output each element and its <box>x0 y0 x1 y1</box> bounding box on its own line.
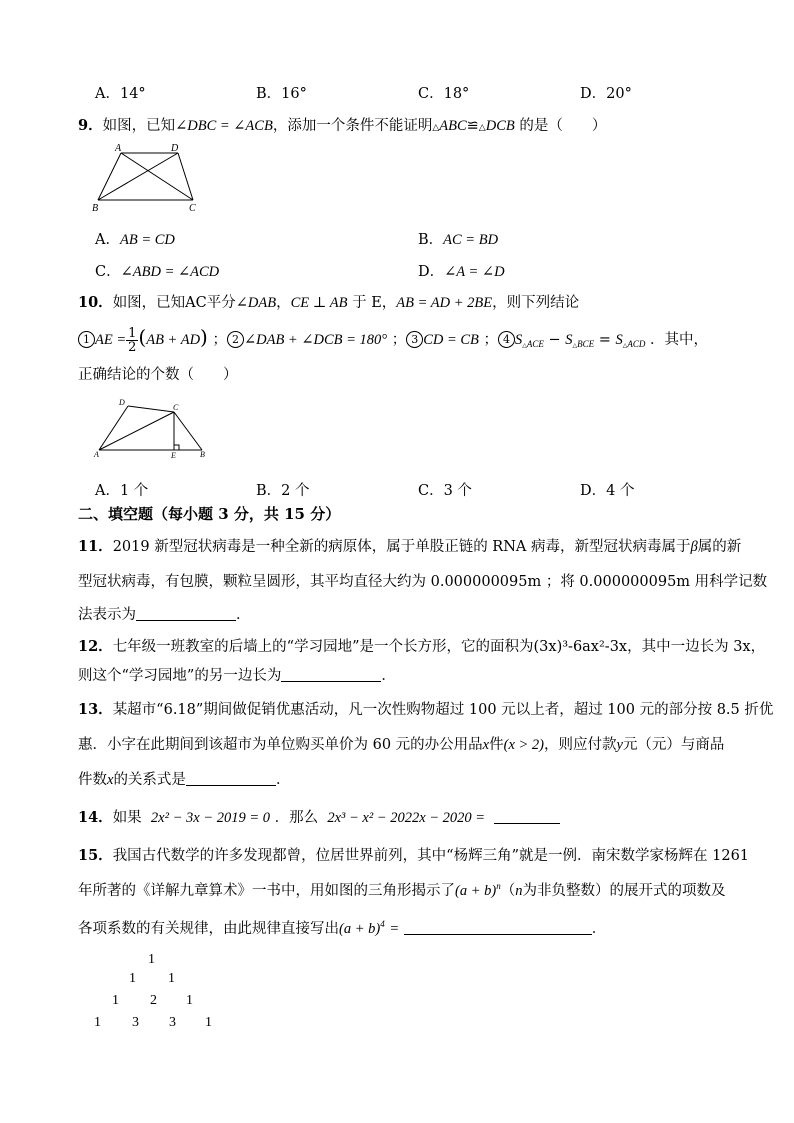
label-a: A <box>115 143 122 154</box>
question-13-line2: 惠．小字在此期间到该超市为单位购买单价为 60 元的办公用品x件(x > 2)，则应付款y元（元）与商品 <box>78 737 725 753</box>
question-10-stem-line3: 正确结论的个数（ ） <box>78 367 238 383</box>
question-number: 9． <box>78 117 103 134</box>
question-9-stem: 9．如图，已知∠DBC = ∠ACB，添加一个条件不能证明△ABC≌△DCB 的是（ ） <box>78 117 607 134</box>
q9-option-b: B．AC = BD <box>418 232 499 248</box>
question-11-line2: 型冠状病毒，有包膜，颗粒呈圆形，其平均直径大约为 0.000000095m ；将 0.000000095m 用科学记数 <box>78 574 768 590</box>
q8-option-c: C．18° <box>418 86 470 102</box>
label-d: D <box>119 398 125 407</box>
triangle-number: 3 <box>169 1015 176 1030</box>
segment-dc <box>128 406 174 412</box>
segment-ac <box>121 153 193 200</box>
triangle-number: 1 <box>94 1015 101 1030</box>
q8-option-b: B．16° <box>256 86 307 102</box>
triangle-number: 1 <box>168 971 175 986</box>
question-number: 11． <box>78 538 113 555</box>
q9-option-a: A．AB = CD <box>95 232 175 248</box>
label-b: B <box>200 450 205 459</box>
q10-option-c: C．3 个 <box>418 483 472 499</box>
label-c: C <box>189 203 196 214</box>
triangle-number: 3 <box>132 1015 139 1030</box>
question-13-line3: 件数x的关系式是 ． <box>78 772 291 788</box>
question-15-line3: 各项系数的有关规律，由此规律直接写出$(a + b)^4$ = ． <box>78 919 607 937</box>
segment-ad <box>99 406 128 450</box>
label-b: B <box>92 203 99 214</box>
question-number: 14． <box>78 809 113 826</box>
q10-option-d: D．4 个 <box>580 483 635 499</box>
triangle-number: 2 <box>150 993 157 1008</box>
question-11-line3: 法表示为 ． <box>78 607 251 623</box>
label-c: C <box>173 403 179 412</box>
question-15-line1: 15．我国古代数学的许多发现都曾，位居世界前列，其中“杨辉三角”就是一例．南宋数学家杨辉在 1261 <box>78 847 750 864</box>
question-11-line1: 11．2019 新型冠状病毒是一种全新的病原体，属于单股正链的 RNA 病毒，新型冠状病毒属于β属的新 <box>78 538 742 555</box>
question-13-line1: 13．某超市“6.18”期间做促销优惠活动，凡一次性购物超过 100 元以上者，超过 100 元的部分按 8.5 折优 <box>78 701 774 718</box>
answer-blank[interactable] <box>281 667 381 682</box>
question-number: 13． <box>78 701 113 718</box>
triangle-number: 1 <box>112 993 119 1008</box>
q10-figure <box>92 395 212 460</box>
q9-option-d: D．∠A = ∠D <box>418 264 505 280</box>
question-number: 12． <box>78 638 113 655</box>
question-15-line2: 年所著的《详解九章算术》一书中，用如图的三角形揭示了$(a + b)^n(n$为非负整数）的展开式的项数及 <box>78 881 726 899</box>
segment-ac <box>99 412 174 450</box>
question-12-line1: 12．七年级一班教室的后墙上的“学习园地”是一个长方形，它的面积为(3x)³-6ax²-3x，其中一边长为 3x， <box>78 638 766 655</box>
fraction: $\frac{1}{2}$ <box>128 325 137 355</box>
question-14: 14．如果 2x² − 3x − 2019 = 0 ．那么 2x³ − x² − 2022x − 2020 = <box>78 806 560 827</box>
question-10-stem-line1: 10．如图，已知AC平分∠DAB，CE ⊥ AB 于 E，AB = AD + 2BE，则下列结论 <box>78 294 580 311</box>
q9-option-c: C．∠ABD = ∠ACD <box>95 264 220 280</box>
question-number: 10． <box>78 294 113 311</box>
triangle-symbol-icon: △ <box>432 123 440 133</box>
answer-blank[interactable] <box>404 920 592 935</box>
triangle-number: 1 <box>186 993 193 1008</box>
triangle-number: 1 <box>148 952 155 967</box>
triangle-symbol-icon: △ <box>478 123 486 133</box>
q9-figure <box>88 140 208 215</box>
triangle-number: 1 <box>129 971 136 986</box>
question-number: 15． <box>78 847 113 864</box>
q8-option-d: D．20° <box>580 86 632 102</box>
right-angle-mark <box>174 445 179 450</box>
answer-blank[interactable] <box>186 771 276 786</box>
label-a: A <box>94 450 99 459</box>
question-12-line2: 则这个“学习园地”的另一边长为 ． <box>78 668 396 684</box>
answer-blank[interactable] <box>494 809 560 824</box>
q8-option-a: A．14° <box>95 86 146 102</box>
segment-cb <box>174 412 202 450</box>
section-heading: 二、填空题（每小题 3 分，共 15 分） <box>78 505 341 523</box>
segment-dc <box>178 153 193 200</box>
answer-blank[interactable] <box>136 606 236 621</box>
triangle-number: 1 <box>205 1015 212 1030</box>
label-e: E <box>171 451 176 460</box>
q10-option-b: B．2 个 <box>256 483 310 499</box>
question-10-conclusions: 1 AE = $\frac{1}{2}$ (AB + AD) ； 2 ∠DAB + ∠DCB = 180° ； 3 CD = CB ； 4 $S_{\triangle ACE} - S_{\triangle BCE} = S_{\triangle ACD}$ ．其中， <box>78 322 708 352</box>
label-d: D <box>171 143 179 154</box>
q10-option-a: A．1 个 <box>95 483 149 499</box>
